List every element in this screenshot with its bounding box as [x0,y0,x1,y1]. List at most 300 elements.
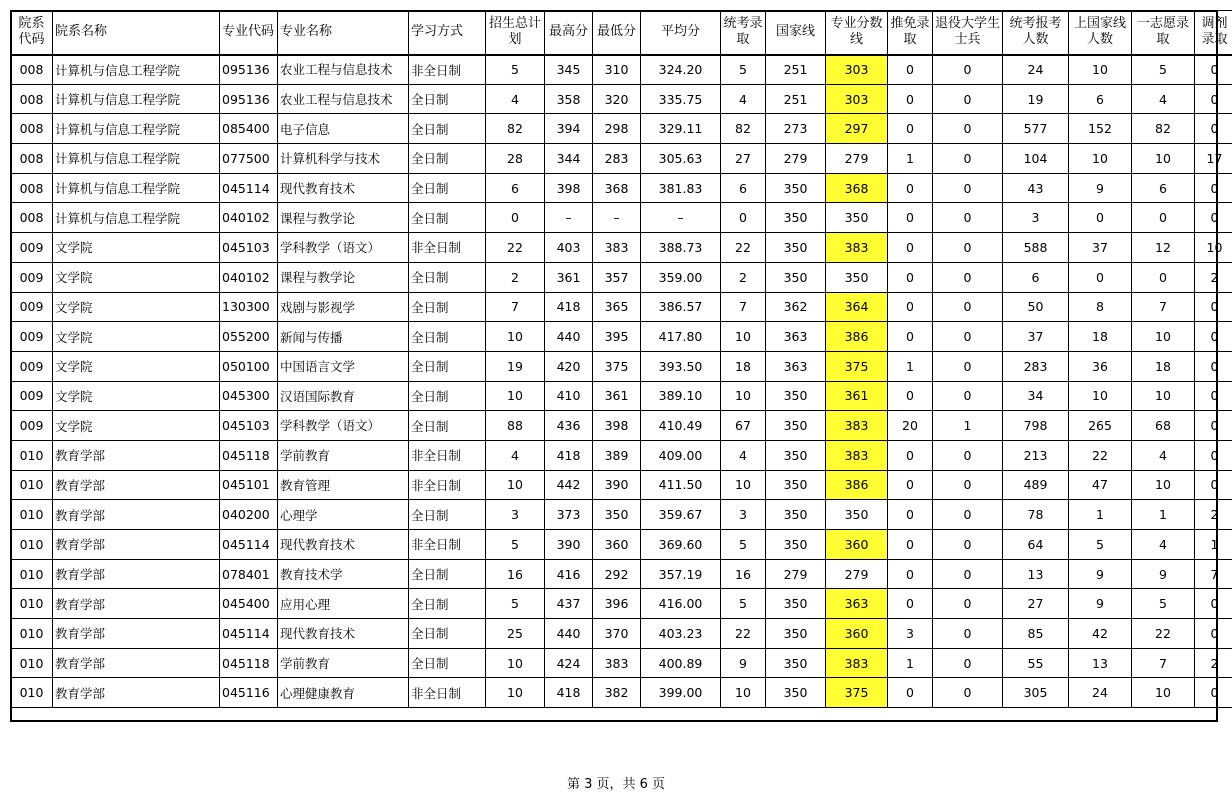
cell-recommended: 0 [888,589,933,619]
cell-applicants: 78 [1003,500,1069,530]
table-row [11,203,1232,233]
table-row [11,470,1232,500]
cell-first-choice: 7 [1132,292,1195,322]
cell-avg-score: 386.57 [641,292,721,322]
cell-major-cutoff: 360 [826,619,888,649]
cell-veterans: 0 [933,55,1003,85]
cell-first-choice: 0 [1132,203,1195,233]
table-row [11,589,1232,619]
cell-major-code: 045400 [220,589,278,619]
cell-major-cutoff: 383 [826,440,888,470]
cell-national-line: 350 [766,530,826,560]
cell-exam-admitted: 3 [721,500,766,530]
cell-applicants: 13 [1003,559,1069,589]
cell-total-plan: 82 [486,114,545,144]
cell-major-code: 045114 [220,619,278,649]
cell-major-cutoff: 303 [826,55,888,85]
cell-above-line: 10 [1069,144,1132,174]
cell-dept-code: 010 [11,470,53,500]
cell-study-mode: 全日制 [409,292,486,322]
cell-first-choice: 22 [1132,619,1195,649]
cell-applicants: 37 [1003,322,1069,352]
cell-applicants: 55 [1003,648,1069,678]
cell-dept-code: 008 [11,144,53,174]
cell-national-line: 350 [766,678,826,708]
cell-exam-admitted: 10 [721,470,766,500]
cell-transfer: 0 [1195,114,1232,144]
cell-transfer: 0 [1195,55,1232,85]
cell-total-plan: 4 [486,440,545,470]
cell-major-code: 130300 [220,292,278,322]
cell-first-choice: 12 [1132,233,1195,263]
table-header-row [11,11,1232,55]
cell-transfer: 0 [1195,173,1232,203]
cell-veterans: 0 [933,589,1003,619]
cell-exam-admitted: 4 [721,84,766,114]
cell-max-score: 373 [545,500,593,530]
cell-dept-code: 009 [11,233,53,263]
cell-min-score: 375 [593,351,641,381]
cell-study-mode: 全日制 [409,203,486,233]
cell-total-plan: 10 [486,322,545,352]
cell-veterans: 0 [933,114,1003,144]
cell-max-score: 436 [545,411,593,441]
cell-above-line: 9 [1069,559,1132,589]
cell-exam-admitted: 10 [721,381,766,411]
cell-above-line: 42 [1069,619,1132,649]
cell-veterans: 0 [933,203,1003,233]
cell-above-line: 18 [1069,322,1132,352]
cell-max-score: 437 [545,589,593,619]
cell-transfer: 0 [1195,203,1232,233]
cell-max-score: 394 [545,114,593,144]
cell-exam-admitted: 9 [721,648,766,678]
cell-veterans: 0 [933,381,1003,411]
cell-major-code: 045118 [220,648,278,678]
cell-first-choice: 5 [1132,55,1195,85]
cell-study-mode: 非全日制 [409,470,486,500]
col-header-applicants: 统考报考人数 [1003,11,1069,55]
cell-national-line: 350 [766,262,826,292]
cell-above-line: 6 [1069,84,1132,114]
cell-major-code: 055200 [220,322,278,352]
col-header-transfer: 调剂录取 [1195,11,1232,55]
cell-major-cutoff: 360 [826,530,888,560]
cell-first-choice: 10 [1132,322,1195,352]
cell-transfer: 0 [1195,84,1232,114]
cell-major-cutoff: 279 [826,144,888,174]
cell-dept-code: 010 [11,440,53,470]
cell-major-name: 心理健康教育 [278,678,409,708]
table-row [11,619,1232,649]
col-header-avg-score: 平均分 [641,11,721,55]
cell-max-score: 424 [545,648,593,678]
cell-total-plan: 22 [486,233,545,263]
cell-veterans: 0 [933,619,1003,649]
cell-min-score: 292 [593,559,641,589]
cell-dept-code: 009 [11,262,53,292]
cell-major-code: 045101 [220,470,278,500]
table-row [11,233,1232,263]
cell-dept-name: 文学院 [53,262,220,292]
cell-study-mode: 全日制 [409,173,486,203]
cell-above-line: 10 [1069,55,1132,85]
cell-major-cutoff: 350 [826,203,888,233]
cell-first-choice: 6 [1132,173,1195,203]
cell-major-cutoff: 383 [826,233,888,263]
cell-national-line: 279 [766,144,826,174]
cell-national-line: 350 [766,619,826,649]
cell-national-line: 251 [766,84,826,114]
cell-transfer: 0 [1195,619,1232,649]
cell-exam-admitted: 7 [721,292,766,322]
cell-major-code: 040102 [220,203,278,233]
cell-major-name: 教育技术学 [278,559,409,589]
table-row [11,500,1232,530]
cell-min-score: 398 [593,411,641,441]
cell-avg-score: 389.10 [641,381,721,411]
cell-avg-score: 409.00 [641,440,721,470]
cell-exam-admitted: 6 [721,173,766,203]
cell-first-choice: 10 [1132,381,1195,411]
cell-dept-code: 008 [11,84,53,114]
cell-exam-admitted: 16 [721,559,766,589]
cell-study-mode: 全日制 [409,84,486,114]
cell-major-code: 045103 [220,411,278,441]
cell-major-code: 045114 [220,173,278,203]
table-row [11,55,1232,85]
cell-min-score: 390 [593,470,641,500]
cell-veterans: 0 [933,559,1003,589]
cell-total-plan: 5 [486,589,545,619]
table-row [11,144,1232,174]
cell-major-name: 学前教育 [278,648,409,678]
cell-national-line: 350 [766,411,826,441]
cell-veterans: 0 [933,144,1003,174]
cell-major-cutoff: 375 [826,351,888,381]
cell-first-choice: 82 [1132,114,1195,144]
cell-veterans: 0 [933,173,1003,203]
cell-applicants: 50 [1003,292,1069,322]
cell-first-choice: 0 [1132,262,1195,292]
cell-dept-name: 文学院 [53,411,220,441]
cell-veterans: 0 [933,292,1003,322]
cell-max-score: 442 [545,470,593,500]
cell-max-score: 418 [545,440,593,470]
page-footer: 第 3 页，共 6 页 [566,777,666,792]
cell-dept-name: 教育学部 [53,678,220,708]
cell-dept-name: 教育学部 [53,470,220,500]
cell-dept-code: 008 [11,203,53,233]
cell-avg-score: – [641,203,721,233]
cell-avg-score: 329.11 [641,114,721,144]
cell-transfer: 2 [1195,648,1232,678]
cell-national-line: 363 [766,322,826,352]
cell-avg-score: 410.49 [641,411,721,441]
cell-first-choice: 7 [1132,648,1195,678]
cell-recommended: 1 [888,351,933,381]
table-row [11,322,1232,352]
cell-first-choice: 10 [1132,144,1195,174]
cell-above-line: 0 [1069,262,1132,292]
cell-min-score: 365 [593,292,641,322]
cell-total-plan: 6 [486,173,545,203]
cell-dept-name: 教育学部 [53,648,220,678]
cell-avg-score: 305.63 [641,144,721,174]
cell-major-cutoff: 368 [826,173,888,203]
cell-total-plan: 5 [486,530,545,560]
cell-recommended: 0 [888,114,933,144]
cell-max-score: 403 [545,233,593,263]
cell-min-score: 357 [593,262,641,292]
cell-major-cutoff: 386 [826,322,888,352]
cell-major-code: 045116 [220,678,278,708]
cell-min-score: 360 [593,530,641,560]
cell-total-plan: 3 [486,500,545,530]
cell-major-name: 学前教育 [278,440,409,470]
cell-veterans: 0 [933,530,1003,560]
cell-transfer: 0 [1195,470,1232,500]
table-row [11,84,1232,114]
cell-recommended: 0 [888,203,933,233]
col-header-major-cutoff: 专业分数线 [826,11,888,55]
cell-veterans: 0 [933,470,1003,500]
cell-major-name: 计算机科学与技术 [278,144,409,174]
cell-major-cutoff: 303 [826,84,888,114]
table-row [11,648,1232,678]
cell-national-line: 350 [766,648,826,678]
cell-major-cutoff: 386 [826,470,888,500]
cell-dept-name: 教育学部 [53,559,220,589]
cell-above-line: 152 [1069,114,1132,144]
cell-transfer: 0 [1195,440,1232,470]
cell-applicants: 577 [1003,114,1069,144]
cell-national-line: 350 [766,233,826,263]
cell-exam-admitted: 10 [721,678,766,708]
cell-dept-name: 教育学部 [53,530,220,560]
cell-total-plan: 10 [486,470,545,500]
cell-exam-admitted: 27 [721,144,766,174]
cell-avg-score: 335.75 [641,84,721,114]
cell-major-code: 045103 [220,233,278,263]
cell-dept-code: 008 [11,114,53,144]
cell-national-line: 350 [766,500,826,530]
cell-study-mode: 全日制 [409,144,486,174]
cell-recommended: 0 [888,470,933,500]
cell-major-name: 学科教学（语文） [278,411,409,441]
cell-national-line: 350 [766,440,826,470]
cell-study-mode: 全日制 [409,411,486,441]
cell-dept-code: 009 [11,292,53,322]
cell-above-line: 0 [1069,203,1132,233]
cell-avg-score: 388.73 [641,233,721,263]
cell-study-mode: 全日制 [409,114,486,144]
cell-exam-admitted: 18 [721,351,766,381]
cell-avg-score: 359.67 [641,500,721,530]
cell-recommended: 0 [888,559,933,589]
cell-max-score: 344 [545,144,593,174]
cell-transfer: 0 [1195,351,1232,381]
cell-max-score: 345 [545,55,593,85]
cell-min-score: 370 [593,619,641,649]
cell-national-line: 273 [766,114,826,144]
cell-above-line: 5 [1069,530,1132,560]
cell-study-mode: 非全日制 [409,440,486,470]
cell-major-name: 电子信息 [278,114,409,144]
cell-avg-score: 417.80 [641,322,721,352]
cell-dept-name: 计算机与信息工程学院 [53,203,220,233]
cell-national-line: 350 [766,173,826,203]
cell-major-name: 课程与教学论 [278,203,409,233]
cell-national-line: 362 [766,292,826,322]
cell-total-plan: 25 [486,619,545,649]
cell-total-plan: 7 [486,292,545,322]
cell-recommended: 0 [888,530,933,560]
cell-total-plan: 19 [486,351,545,381]
cell-first-choice: 1 [1132,500,1195,530]
cell-avg-score: 357.19 [641,559,721,589]
cell-study-mode: 全日制 [409,648,486,678]
cell-above-line: 9 [1069,589,1132,619]
cell-max-score: 418 [545,678,593,708]
cell-major-cutoff: 383 [826,648,888,678]
cell-transfer: 0 [1195,292,1232,322]
cell-above-line: 36 [1069,351,1132,381]
cell-major-cutoff: 279 [826,559,888,589]
cell-applicants: 27 [1003,589,1069,619]
cell-major-name: 现代教育技术 [278,530,409,560]
cell-avg-score: 324.20 [641,55,721,85]
cell-transfer: 0 [1195,322,1232,352]
table-row [11,559,1232,589]
cell-transfer: 7 [1195,559,1232,589]
cell-major-cutoff: 383 [826,411,888,441]
col-header-national-line: 国家线 [766,11,826,55]
cell-above-line: 10 [1069,381,1132,411]
col-header-major-code: 专业代码 [220,11,278,55]
cell-exam-admitted: 82 [721,114,766,144]
table-row [11,262,1232,292]
cell-dept-name: 计算机与信息工程学院 [53,84,220,114]
cell-exam-admitted: 5 [721,530,766,560]
cell-major-code: 040200 [220,500,278,530]
cell-applicants: 19 [1003,84,1069,114]
cell-applicants: 305 [1003,678,1069,708]
cell-exam-admitted: 2 [721,262,766,292]
cell-major-cutoff: 363 [826,589,888,619]
table-row [11,530,1232,560]
cell-dept-name: 教育学部 [53,619,220,649]
cell-major-cutoff: 350 [826,500,888,530]
cell-first-choice: 68 [1132,411,1195,441]
cell-avg-score: 411.50 [641,470,721,500]
cell-above-line: 24 [1069,678,1132,708]
cell-recommended: 0 [888,173,933,203]
cell-min-score: 395 [593,322,641,352]
cell-dept-code: 010 [11,648,53,678]
cell-major-code: 040102 [220,262,278,292]
col-header-study-mode: 学习方式 [409,11,486,55]
cell-major-cutoff: 364 [826,292,888,322]
cell-study-mode: 全日制 [409,351,486,381]
cell-applicants: 3 [1003,203,1069,233]
admission-table [10,10,1232,708]
table-row [11,173,1232,203]
cell-national-line: 350 [766,381,826,411]
cell-dept-name: 教育学部 [53,440,220,470]
cell-first-choice: 4 [1132,84,1195,114]
cell-applicants: 283 [1003,351,1069,381]
table-row [11,440,1232,470]
cell-exam-admitted: 22 [721,619,766,649]
cell-max-score: 418 [545,292,593,322]
col-header-first-choice: 一志愿录取 [1132,11,1195,55]
cell-max-score: 358 [545,84,593,114]
cell-min-score: – [593,203,641,233]
cell-dept-code: 010 [11,559,53,589]
cell-transfer: 2 [1195,500,1232,530]
cell-major-name: 现代教育技术 [278,619,409,649]
cell-study-mode: 全日制 [409,262,486,292]
cell-min-score: 368 [593,173,641,203]
cell-applicants: 34 [1003,381,1069,411]
cell-first-choice: 4 [1132,440,1195,470]
cell-major-name: 中国语言文学 [278,351,409,381]
cell-veterans: 0 [933,233,1003,263]
cell-national-line: 350 [766,203,826,233]
cell-exam-admitted: 67 [721,411,766,441]
cell-major-cutoff: 297 [826,114,888,144]
cell-dept-code: 010 [11,619,53,649]
cell-study-mode: 全日制 [409,619,486,649]
cell-first-choice: 9 [1132,559,1195,589]
cell-dept-name: 计算机与信息工程学院 [53,173,220,203]
cell-major-code: 045118 [220,440,278,470]
cell-veterans: 0 [933,322,1003,352]
cell-max-score: 398 [545,173,593,203]
col-header-major-name: 专业名称 [278,11,409,55]
cell-avg-score: 381.83 [641,173,721,203]
col-header-exam-admitted: 统考录取 [721,11,766,55]
cell-min-score: 383 [593,648,641,678]
cell-total-plan: 10 [486,678,545,708]
cell-dept-code: 010 [11,500,53,530]
cell-major-code: 085400 [220,114,278,144]
cell-min-score: 298 [593,114,641,144]
cell-veterans: 0 [933,262,1003,292]
cell-first-choice: 5 [1132,589,1195,619]
cell-dept-name: 文学院 [53,233,220,263]
cell-transfer: 2 [1195,262,1232,292]
cell-major-name: 学科教学（语文） [278,233,409,263]
cell-recommended: 0 [888,262,933,292]
cell-applicants: 213 [1003,440,1069,470]
cell-total-plan: 0 [486,203,545,233]
cell-avg-score: 399.00 [641,678,721,708]
cell-above-line: 22 [1069,440,1132,470]
cell-veterans: 0 [933,440,1003,470]
cell-dept-code: 010 [11,589,53,619]
cell-study-mode: 全日制 [409,322,486,352]
cell-major-name: 新闻与传播 [278,322,409,352]
cell-major-code: 050100 [220,351,278,381]
cell-recommended: 0 [888,500,933,530]
cell-recommended: 0 [888,381,933,411]
table-row [11,411,1232,441]
cell-recommended: 0 [888,678,933,708]
cell-avg-score: 393.50 [641,351,721,381]
cell-study-mode: 全日制 [409,559,486,589]
